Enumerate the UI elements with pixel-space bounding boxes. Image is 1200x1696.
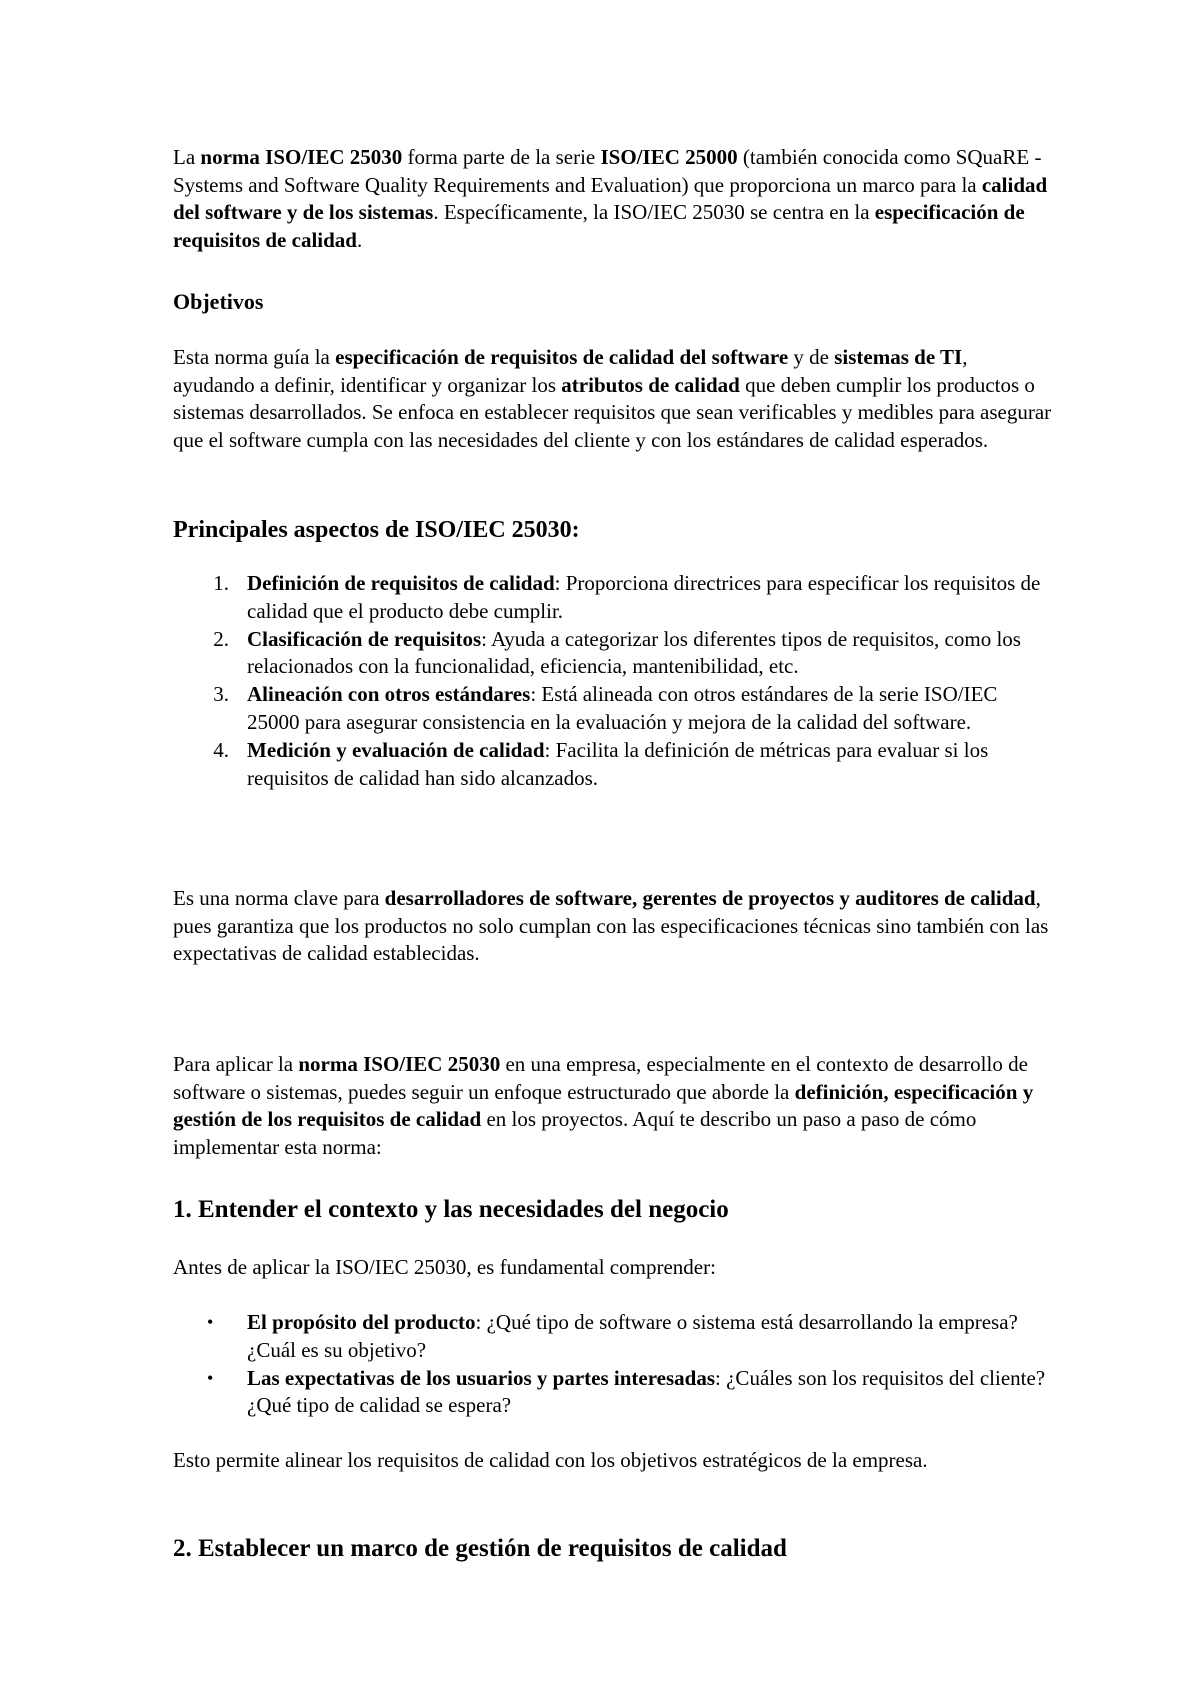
text: que deben cumplir los productos o sistemas desarrollados. Se enfoca en establecer requisitos que sean verificables y medibles para asegurar que el software cumpla con las necesidades del cliente y con los estándares de calidad esperados. [173, 372, 1052, 452]
heading-paso-1: 1. Entender el contexto y las necesidades del negocio [173, 1196, 729, 1223]
text: , ayudando a definir, identificar y organizar los [173, 345, 968, 397]
bullet-icon: • [207, 1367, 214, 1388]
bold-text: desarrolladores de software, gerentes de proyectos y auditores de calidad [384, 886, 1036, 910]
heading-principales-aspectos: Principales aspectos de ISO/IEC 25030: [173, 517, 580, 543]
bold-text: Alineación con otros estándares [247, 682, 531, 707]
list-item [173, 626, 1053, 682]
bold-text: Las expectativas de los usuarios y partes interesadas [247, 1365, 716, 1390]
bullet-icon: • [207, 1312, 214, 1332]
objetivos-paragraph [173, 344, 1053, 454]
bold-text: sistemas de TI [834, 345, 963, 369]
text: Es una norma clave para [173, 886, 385, 910]
bold-text: Clasificación de requisitos [247, 626, 482, 651]
bold-text: norma ISO/IEC 25030 [200, 145, 403, 169]
item-number: 2. [213, 626, 229, 651]
list-item [173, 1309, 1053, 1365]
paso1-lead: Antes de aplicar la ISO/IEC 25030, es fundamental comprender: [173, 1255, 716, 1279]
bold-text: especificación de requisitos de calidad del software [335, 345, 789, 369]
text: : Está alineada con otros estándares de la serie ISO/IEC 25000 para asegurar consistencia en la evaluación y mejora de la calidad del software. [247, 682, 998, 734]
aspectos-list [173, 570, 1053, 792]
item-number: 1. [213, 571, 229, 595]
text: , pues garantiza que los productos no solo cumplan con las especificaciones técnicas sino también con las expectativas de calidad establecidas. [173, 886, 1049, 966]
aplicar-paragraph [173, 1051, 1053, 1161]
text: (también conocida como SQuaRE - Systems and Software Quality Requirements and Evaluation) que proporciona un marco para la [173, 145, 1042, 197]
text: Esta norma guía la [173, 345, 336, 369]
bold-text: El propósito del producto [247, 1310, 476, 1334]
text: : Ayuda a categorizar los diferentes tipos de requisitos, como los relacionados con la funcionalidad, eficiencia, mantenibilidad, etc. [247, 626, 1021, 679]
text: forma parte de la serie [402, 145, 601, 169]
paso1-closing: Esto permite alinear los requisitos de calidad con los objetivos estratégicos de la empresa. [173, 1448, 928, 1472]
bold-text: calidad del software y de los sistemas [173, 172, 1048, 225]
text: : ¿Cuáles son los requisitos del cliente? ¿Qué tipo de calidad se espera? [247, 1365, 1046, 1418]
paso1-bullet-list [173, 1309, 1053, 1420]
list-item [173, 681, 1053, 737]
text: . Específicamente, la ISO/IEC 25030 se centra en la [433, 200, 875, 225]
text: : Facilita la definición de métricas para evaluar si los requisitos de calidad han sido alcanzados. [247, 737, 989, 790]
text: : ¿Qué tipo de software o sistema está desarrollando la empresa? ¿Cuál es su objetivo? [247, 1310, 1018, 1362]
clave-paragraph [173, 885, 1053, 968]
bold-text: norma ISO/IEC 25030 [298, 1052, 501, 1076]
heading-paso-2: 2. Establecer un marco de gestión de requisitos de calidad [173, 1535, 787, 1562]
text: en los proyectos. Aquí te describo un paso a paso de cómo implementar esta norma: [173, 1107, 977, 1159]
intro-paragraph [173, 144, 1053, 254]
list-item [173, 570, 1053, 626]
list-item [173, 1365, 1053, 1421]
text: . [356, 227, 363, 252]
bold-text: definición, especificación y gestión de los requisitos de calidad [173, 1079, 1034, 1132]
heading-objetivos: Objetivos [173, 289, 264, 314]
bold-text: ISO/IEC 25000 [600, 145, 738, 169]
text: La [173, 145, 201, 169]
bold-text: atributos de calidad [561, 372, 740, 397]
list-item [173, 737, 1053, 793]
bold-text: Medición y evaluación de calidad [247, 737, 545, 762]
item-number: 4. [213, 737, 229, 762]
bold-text: especificación de requisitos de calidad [173, 200, 1025, 252]
bold-text: Definición de requisitos de calidad [247, 571, 555, 595]
text: en una empresa, especialmente en el contexto de desarrollo de software o sistemas, puedes seguir un enfoque estructurado que aborde la [173, 1052, 1028, 1104]
text: : Proporciona directrices para especificar los requisitos de calidad que el producto debe cumplir. [247, 571, 1041, 623]
text: Para aplicar la [173, 1052, 299, 1076]
item-number: 3. [213, 682, 229, 707]
text: y de [788, 345, 835, 369]
